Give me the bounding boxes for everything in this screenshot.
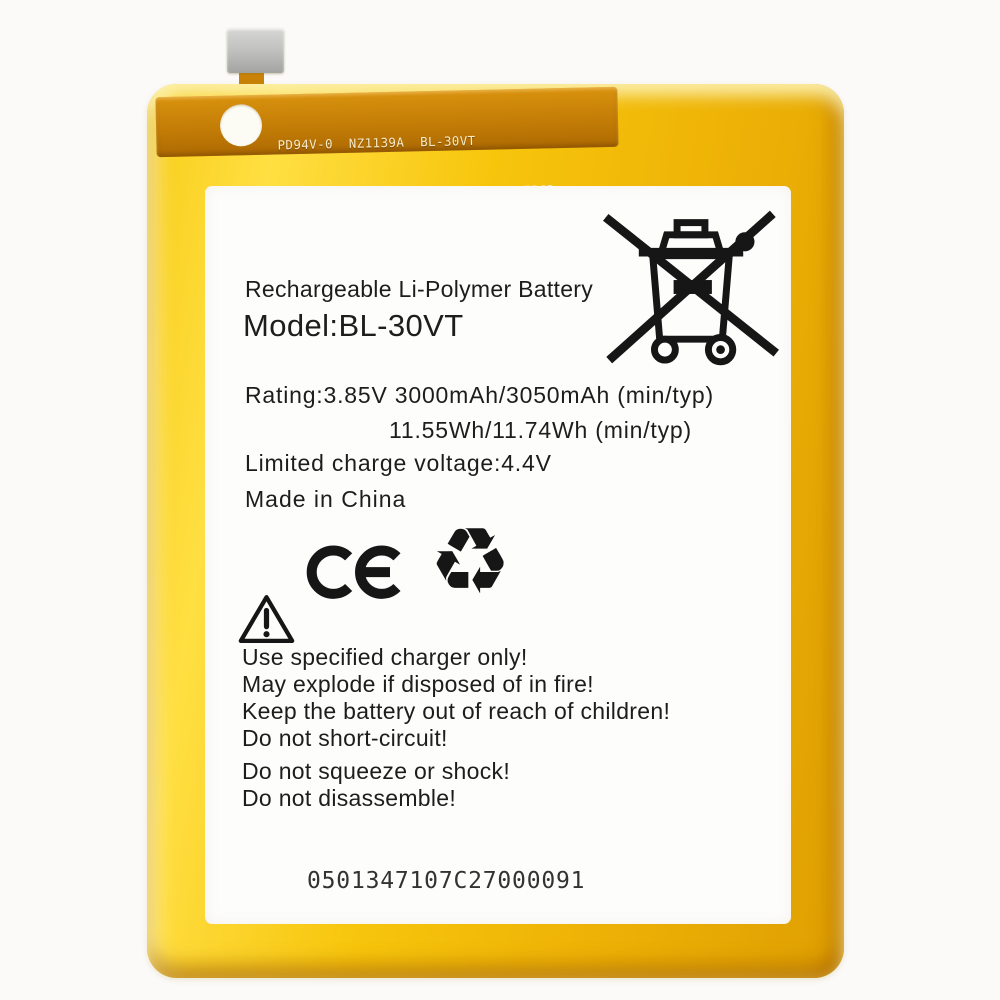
warning-line: Use specified charger only! — [242, 644, 528, 670]
rating-energy: 11.55Wh/11.74Wh (min/typ) — [389, 417, 692, 443]
warning-line: Do not short-circuit! — [242, 725, 448, 751]
warning-triangle-icon — [238, 592, 295, 646]
ce-mark-icon — [305, 534, 415, 612]
battery-label — [205, 186, 791, 924]
model-number: Model:BL-30VT — [243, 308, 464, 343]
recycle-icon: ♻ — [429, 508, 512, 615]
warning-line: Do not squeeze or shock! — [242, 758, 511, 784]
warning-line: May explode if disposed of in fire! — [242, 671, 594, 697]
battery-connector-tab — [227, 28, 284, 73]
warning-line: Do not disassemble! — [242, 785, 457, 811]
flex-cable-strip — [155, 87, 618, 157]
weee-crossed-bin-icon — [593, 200, 789, 374]
battery-type-title: Rechargeable Li-Polymer Battery — [245, 276, 594, 302]
limited-charge-voltage: Limited charge voltage:4.4V — [245, 450, 552, 476]
made-in-text: Made in China — [245, 486, 407, 512]
flex-print-line1: PD94V-0 NZ1139A BL-30VT — [277, 132, 476, 153]
serial-number: 0501347107C27000091 — [307, 868, 586, 894]
warning-text-block — [242, 644, 670, 812]
rating-capacity: Rating:3.85V 3000mAh/3050mAh (min/typ) — [245, 382, 714, 408]
warning-line: Keep the battery out of reach of children! — [242, 698, 671, 724]
